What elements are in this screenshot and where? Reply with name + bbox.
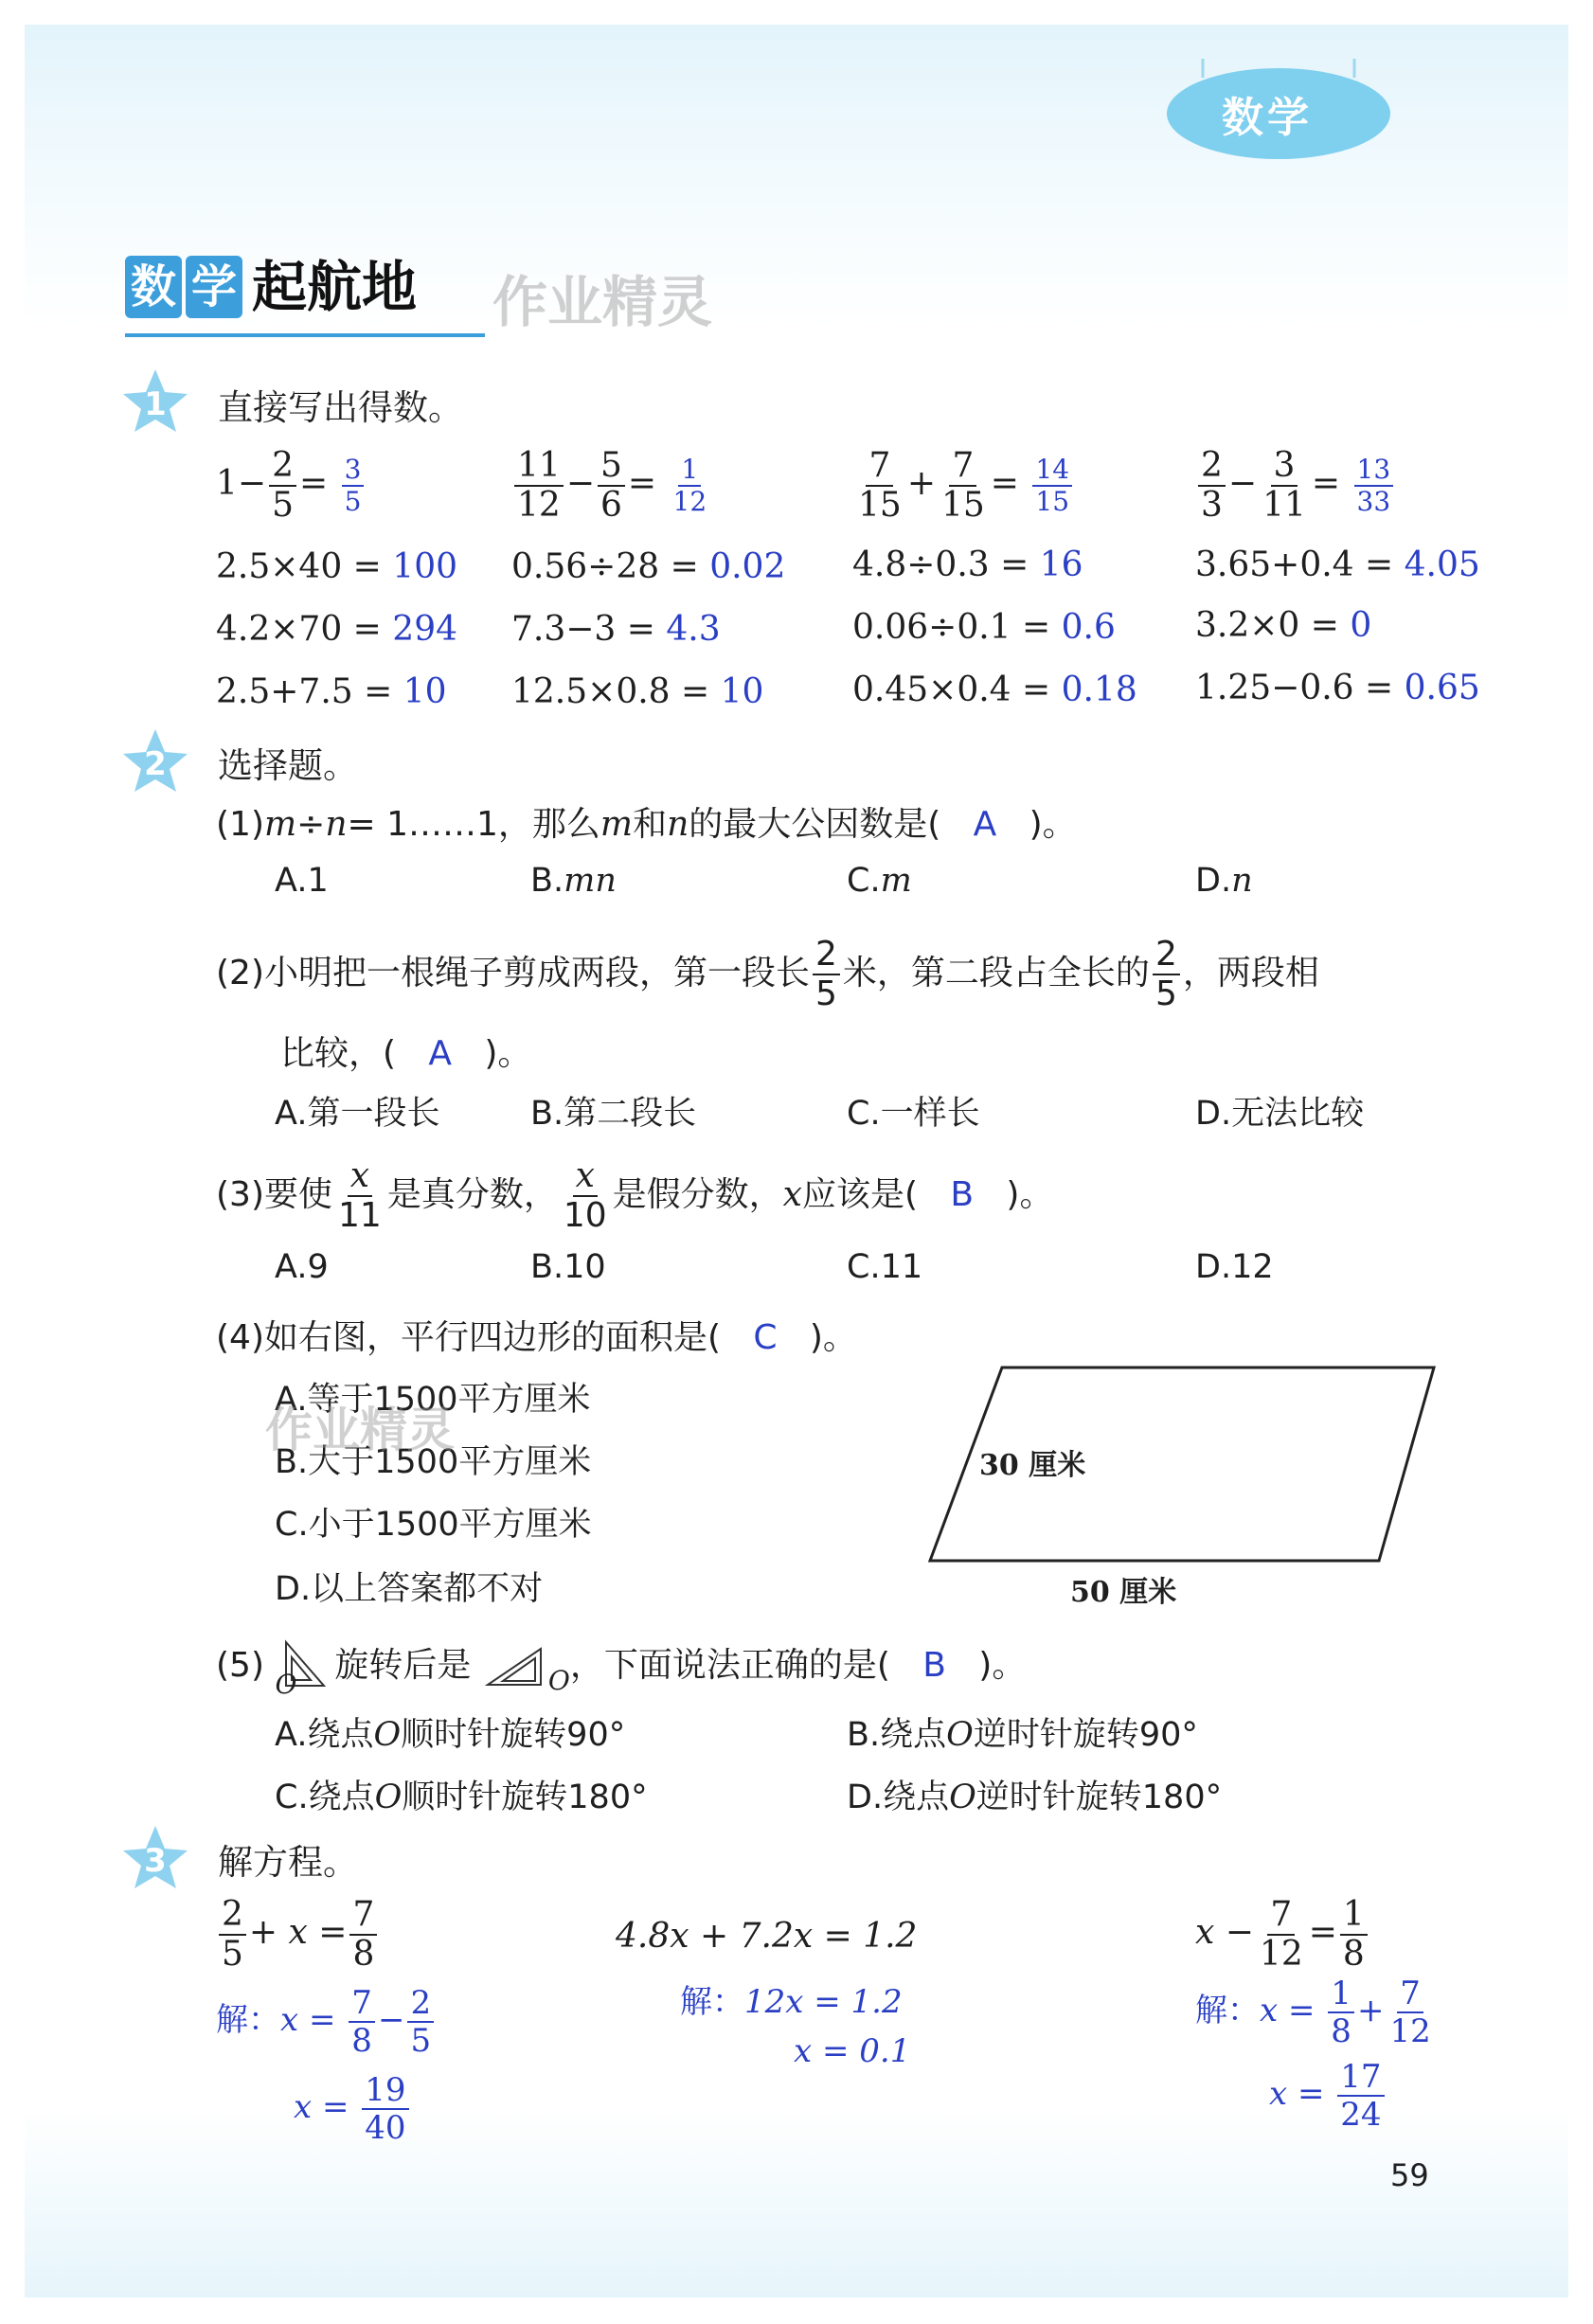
subject-tab-label: 数学 bbox=[1222, 94, 1313, 142]
question-2-title: 选择题。 bbox=[218, 745, 358, 786]
q2-sub3-answer: B bbox=[950, 1175, 975, 1214]
q2-sub2-stem-line2: 比较，( A )。 bbox=[280, 1034, 532, 1073]
q2-sub3-option-a: A.9 bbox=[275, 1248, 329, 1286]
q2-sub2-option-a: A.第一段长 bbox=[275, 1095, 440, 1133]
question-1-number: 1 bbox=[144, 385, 167, 423]
q1-row-3-item-4: 1.25−0.6 = 0.65 bbox=[1195, 669, 1480, 707]
q2-sub5-stem: (5) $_O$ 旋转后是 $_O$，下面说法正确的是( B )。 bbox=[216, 1636, 1026, 1700]
q3-equation-2-step-2: x = 0.1 bbox=[794, 2032, 911, 2070]
q2-sub1-option-c: C.m bbox=[847, 862, 912, 900]
q2-sub3-option-c: C.11 bbox=[847, 1248, 923, 1286]
q2-sub5-option-b: B.绕点O逆时针旋转90° bbox=[847, 1716, 1198, 1754]
q2-sub3-stem: (3)要使 $\frac{x}{11}$ 是真分数， $\frac{x}{10}$ 是假分数，x应该是( B )。 bbox=[216, 1156, 1054, 1235]
q2-sub2-option-c: C.一样长 bbox=[847, 1095, 980, 1133]
q1-row-2-item-2: 7.3−3 = 4.3 bbox=[511, 610, 721, 649]
q1-frac-item-4: $\frac{2}{3}$ − $\frac{3}{11}$ = $\frac{13}{33}$ bbox=[1195, 449, 1396, 523]
header-box-2: 学 bbox=[186, 256, 242, 318]
q2-sub4-option-b: B.大于1500平方厘米 bbox=[275, 1443, 592, 1481]
q2-sub3-option-b: B.10 bbox=[530, 1248, 606, 1286]
body-watermark: 作业精灵 bbox=[265, 1403, 455, 1457]
q1-row-1-item-3: 4.8÷0.3 = 16 bbox=[852, 545, 1083, 584]
q2-sub5-answer: B bbox=[922, 1646, 946, 1685]
q1-row-1-item-4: 3.65+0.4 = 4.05 bbox=[1195, 545, 1480, 584]
question-3-title: 解方程。 bbox=[218, 1842, 358, 1883]
q3-equation-1-step-2: x = $\frac{19}{40}$ bbox=[294, 2074, 412, 2144]
header-underline bbox=[125, 333, 485, 337]
q1-row-3-item-3: 0.45×0.4 = 0.18 bbox=[852, 670, 1137, 709]
parallelogram-side-label: 30 厘米 bbox=[979, 1449, 1086, 1482]
question-1-title: 直接写出得数。 bbox=[218, 387, 463, 428]
question-2-number: 2 bbox=[144, 745, 167, 783]
q3-equation-3: x − $\frac{7}{12}$ = $\frac{1}{8}$ bbox=[1195, 1898, 1370, 1972]
q3-equation-2-step-1: 解：12x = 1.2 bbox=[680, 1983, 903, 2021]
question-2-star-icon bbox=[121, 727, 189, 796]
q2-sub4-option-d: D.以上答案都不对 bbox=[275, 1570, 544, 1608]
q3-equation-3-step-1: 解：x = $\frac{1}{8}$ + $\frac{7}{12}$ bbox=[1195, 1975, 1431, 2050]
q2-sub5-option-d: D.绕点O逆时针旋转180° bbox=[847, 1779, 1223, 1816]
q2-sub4-answer: C bbox=[753, 1318, 778, 1357]
q3-equation-2: 4.8x + 7.2x = 1.2 bbox=[616, 1917, 918, 1956]
question-1-star-icon bbox=[121, 367, 189, 436]
q2-sub1-answer: A bbox=[973, 805, 997, 844]
q1-row-1-item-1: 2.5×40 = 100 bbox=[216, 547, 458, 586]
header-watermark: 作业精灵 bbox=[492, 270, 713, 334]
q1-row-2-item-4: 3.2×0 = 0 bbox=[1195, 606, 1372, 645]
q2-sub2-answer: A bbox=[428, 1034, 453, 1073]
header-box-1: 数 bbox=[125, 256, 182, 318]
q1-row-2-item-1: 4.2×70 = 294 bbox=[216, 610, 458, 649]
q2-sub5-option-c: C.绕点O顺时针旋转180° bbox=[275, 1779, 648, 1816]
q1-row-3-item-1: 2.5+7.5 = 10 bbox=[216, 672, 447, 711]
header-title: 起航地 bbox=[252, 255, 418, 319]
question-3-star-icon bbox=[121, 1824, 189, 1892]
q2-sub4-option-a: A.等于1500平方厘米 bbox=[275, 1381, 591, 1419]
q2-sub3-option-d: D.12 bbox=[1195, 1248, 1274, 1286]
q2-sub4-option-c: C.小于1500平方厘米 bbox=[275, 1506, 592, 1544]
q1-row-2-item-3: 0.06÷0.1 = 0.6 bbox=[852, 608, 1116, 647]
section-header bbox=[125, 256, 417, 318]
q3-equation-1: $\frac{2}{5}$ + x = $\frac{7}{8}$ bbox=[216, 1898, 380, 1972]
q1-row-1-item-2: 0.56÷28 = 0.02 bbox=[511, 547, 786, 586]
q2-sub2-option-b: B.第二段长 bbox=[530, 1095, 697, 1133]
triangle-after-rotation-icon bbox=[482, 1643, 548, 1690]
q2-sub2-option-d: D.无法比较 bbox=[1195, 1095, 1365, 1133]
q3-equation-1-step-1: 解：x = $\frac{7}{8}$ − $\frac{2}{5}$ bbox=[216, 1987, 437, 2057]
q2-sub2-stem-line1: (2)小明把一根绳子剪成两段，第一段长 $\frac{2}{5}$ 米，第二段占全长的 $\frac{2}{5}$ ，两段相 bbox=[216, 935, 1319, 1013]
q3-equation-3-step-2: x = $\frac{17}{24}$ bbox=[1269, 2061, 1387, 2131]
page-number: 59 bbox=[1390, 2157, 1429, 2193]
q2-sub4-stem: (4)如右图，平行四边形的面积是( C )。 bbox=[216, 1318, 857, 1357]
q1-row-3-item-2: 12.5×0.8 = 10 bbox=[511, 672, 764, 711]
question-3-number: 3 bbox=[144, 1842, 167, 1880]
q1-frac-item-2: $\frac{11}{12}$ − $\frac{5}{6}$ = $\frac{1}{12}$ bbox=[511, 449, 712, 523]
q1-frac-item-3: $\frac{7}{15}$ + $\frac{7}{15}$ = $\frac{14}{15}$ bbox=[852, 449, 1075, 523]
parallelogram-base-label: 50 厘米 bbox=[1070, 1576, 1177, 1609]
q2-sub1-option-d: D.n bbox=[1195, 862, 1253, 900]
q1-frac-item-1: 1− $\frac{2}{5}$ = $\frac{3}{5}$ bbox=[216, 449, 367, 523]
q2-sub1-option-a: A.1 bbox=[275, 862, 329, 900]
q2-sub1-stem: (1)m÷n= 1……1，那么m和n的最大公因数是( A )。 bbox=[216, 805, 1077, 844]
q2-sub5-option-a: A.绕点O顺时针旋转90° bbox=[275, 1716, 626, 1754]
q2-sub1-option-b: B.mn bbox=[530, 862, 617, 900]
